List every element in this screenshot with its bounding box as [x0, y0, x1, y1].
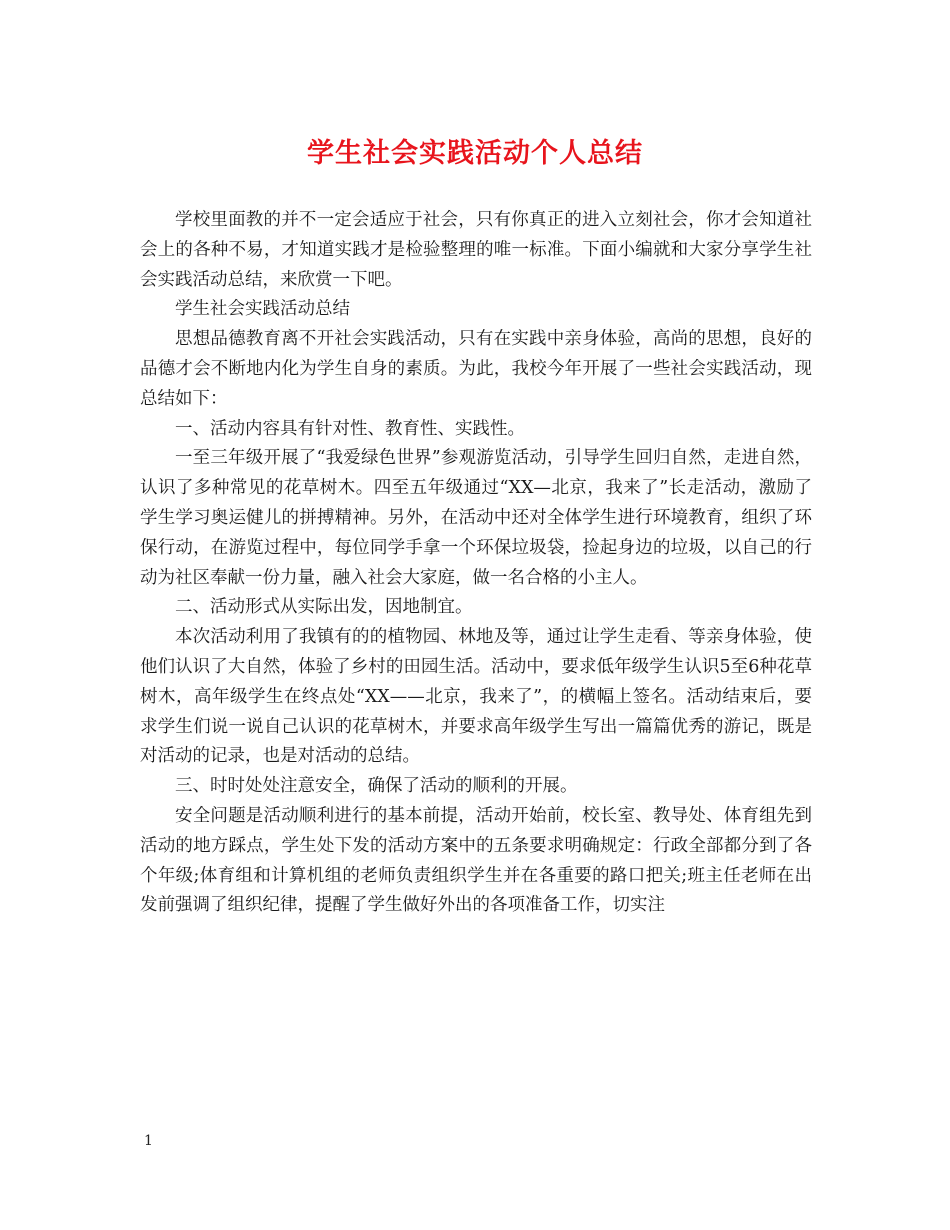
paragraph-section-2: 本次活动利用了我镇有的的植物园、林地及等，通过让学生走看、等亲身体验，使他们认识了大自然，体验了乡村的田园生活。活动中，要求低年级学生认识5至6种花草树木，高年级学生在终点处“XX——北京，我来了”，的横幅上签名。活动结束后，要求学生们说一说自己认识的花草树木，并要求高年级学生写出一篇篇优秀的游记，既是对活动的记录，也是对活动的总结。: [140, 627, 812, 767]
document-body: [140, 206, 812, 921]
section-heading-3: 三、时时处处注意安全，确保了活动的顺利的开展。: [175, 776, 578, 797]
paragraph-section-1: 一至三年级开展了“我爱绿色世界”参观游览活动，引导学生回归自然，走进自然，认识了多种常见的花草树木。四至五年级通过“XX—北京，我来了”长走活动，激励了学生学习奥运健儿的拼搏精神。另外，在活动中还对全体学生进行环境教育，组织了环保行动，在游览过程中，每位同学手拿一个环保垃圾袋，捡起身边的垃圾，以自己的行动为社区奉献一份力量，融入社会大家庭，做一名合格的小主人。: [140, 448, 812, 588]
section-heading-2: 二、活动形式从实际出发，因地制宜。: [175, 597, 473, 618]
paragraph-section-3: 安全问题是活动顺利进行的基本前提，活动开始前，校长室、教导处、体育组先到活动的地方踩点，学生处下发的活动方案中的五条要求明确规定：行政全部都分到了各个年级;体育组和计算机组的老师负责组织学生并在各重要的路口把关;班主任老师在出发前强调了组织纪律，提醒了学生做好外出的各项准备工作，切实注: [140, 805, 812, 916]
document-title: 学生社会实践活动个人总结: [307, 138, 643, 169]
paragraph-subtitle: 学生社会实践活动总结: [175, 299, 350, 320]
page-number: 1: [144, 1133, 153, 1149]
paragraph-intro: 学校里面教的并不一定会适应于社会，只有你真正的进入立刻社会，你才会知道社会上的各种不易，才知道实践才是检验整理的唯一标准。下面小编就和大家分享学生社会实践活动总结，来欣赏一下吧。: [140, 210, 812, 290]
paragraph-overview: 思想品德教育离不开社会实践活动，只有在实践中亲身体验，高尚的思想，良好的品德才会不断地内化为学生自身的素质。为此，我校今年开展了一些社会实践活动，现总结如下：: [140, 329, 812, 409]
section-heading-1: 一、活动内容具有针对性、教育性、实践性。: [175, 418, 525, 439]
